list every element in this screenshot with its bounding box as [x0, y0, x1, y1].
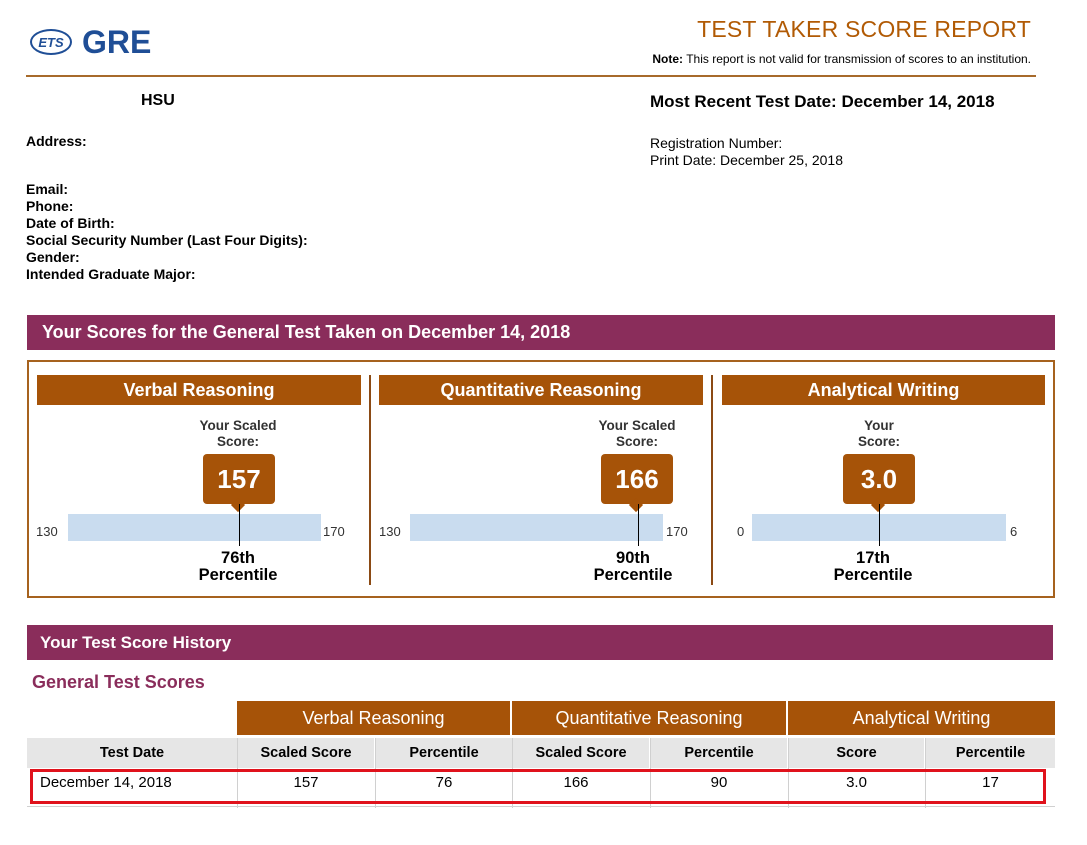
- row-highlight-box: [30, 769, 1046, 804]
- row-verbal-scaled: 157: [293, 774, 319, 791]
- quant-max: 170: [666, 524, 688, 539]
- col-quant-percentile: Percentile: [651, 738, 787, 768]
- verbal-max: 170: [323, 524, 345, 539]
- most-recent-test-date: Most Recent Test Date: December 14, 2018: [650, 92, 995, 111]
- score-label-line: Your: [864, 418, 894, 433]
- col-quant-scaled: Scaled Score: [513, 738, 649, 768]
- note-label: Note:: [652, 52, 684, 66]
- col-test-date: Test Date: [27, 738, 237, 768]
- gender-label: Gender:: [26, 249, 80, 265]
- row-verbal-percentile: 76: [435, 774, 453, 791]
- personal-fields: [26, 181, 308, 283]
- registration-number: Registration Number:: [650, 135, 783, 151]
- verbal-percentile: [178, 550, 298, 584]
- quant-score-label: [577, 418, 697, 450]
- history-subtitle: General Test Scores: [32, 672, 205, 692]
- percentile-rank: 17th: [856, 549, 890, 567]
- row-writing-percentile: 17: [982, 774, 999, 791]
- row-quant-scaled: 166: [563, 774, 589, 791]
- phone-label: Phone:: [26, 198, 74, 214]
- email-label: Email:: [26, 181, 69, 197]
- verbal-score-bar: [68, 514, 321, 541]
- header-divider: [26, 75, 1036, 77]
- verbal-section-header: Verbal Reasoning: [37, 375, 361, 405]
- address-label: Address:: [26, 133, 87, 149]
- percentile-rank: 76th: [221, 549, 255, 567]
- writing-percentile: [813, 550, 933, 584]
- score-label-line: Score:: [216, 434, 260, 449]
- dob-label: Date of Birth:: [26, 215, 115, 231]
- row-writing-score: 3.0: [846, 774, 867, 791]
- quant-score-marker: [638, 504, 639, 546]
- percentile-word: Percentile: [593, 566, 673, 584]
- major-label: Intended Graduate Major:: [26, 266, 196, 282]
- percentile-word: Percentile: [198, 566, 278, 584]
- verbal-group-header: Verbal Reasoning: [237, 701, 510, 735]
- writing-score-box: 3.0: [843, 454, 915, 504]
- percentile-word: Percentile: [833, 566, 913, 584]
- quant-min: 130: [379, 524, 401, 539]
- score-label-line: Score:: [615, 434, 659, 449]
- gre-logo: GRE: [82, 23, 152, 60]
- ets-logo: ETS: [30, 29, 72, 55]
- quant-group-header: Quantitative Reasoning: [512, 701, 786, 735]
- note-text: This report is not valid for transmission of scores to an institution.: [686, 52, 1031, 66]
- report-title: TEST TAKER SCORE REPORT: [697, 16, 1031, 42]
- writing-group-header: Analytical Writing: [788, 701, 1055, 735]
- col-verbal-scaled: Scaled Score: [238, 738, 374, 768]
- col-verbal-percentile: Percentile: [376, 738, 512, 768]
- score-label-line: Your Scaled: [199, 418, 277, 433]
- writing-max: 6: [1010, 524, 1018, 539]
- ets-gre-logo: [30, 24, 151, 60]
- score-label-line: Your Scaled: [598, 418, 676, 433]
- scores-banner: Your Scores for the General Test Taken on December 14, 2018: [27, 315, 1055, 350]
- print-date: Print Date: December 25, 2018: [650, 152, 843, 168]
- section-divider: [711, 375, 713, 585]
- col-writing-score: Score: [789, 738, 924, 768]
- quant-score-box: 166: [601, 454, 673, 504]
- test-taker-name: HSU: [141, 92, 175, 109]
- ssn-label: Social Security Number (Last Four Digits):: [26, 232, 308, 248]
- quant-section-header: Quantitative Reasoning: [379, 375, 703, 405]
- table-bottom-border: [27, 806, 1055, 807]
- writing-score-label: [819, 418, 939, 450]
- verbal-score-label: [178, 418, 298, 450]
- quant-score-bar: [410, 514, 663, 541]
- verbal-score-marker: [239, 504, 240, 546]
- report-note: [652, 52, 1031, 66]
- writing-section-header: Analytical Writing: [722, 375, 1045, 405]
- row-quant-percentile: 90: [710, 774, 728, 791]
- writing-min: 0: [737, 524, 745, 539]
- writing-score-marker: [879, 504, 880, 546]
- registration-block: [650, 135, 843, 169]
- col-writing-percentile: Percentile: [926, 738, 1055, 768]
- verbal-min: 130: [36, 524, 58, 539]
- section-divider: [369, 375, 371, 585]
- quant-percentile: [573, 550, 693, 584]
- percentile-rank: 90th: [616, 549, 650, 567]
- row-test-date: December 14, 2018: [40, 774, 172, 791]
- verbal-score-box: 157: [203, 454, 275, 504]
- history-banner: Your Test Score History: [27, 625, 1053, 660]
- score-label-line: Score:: [857, 434, 901, 449]
